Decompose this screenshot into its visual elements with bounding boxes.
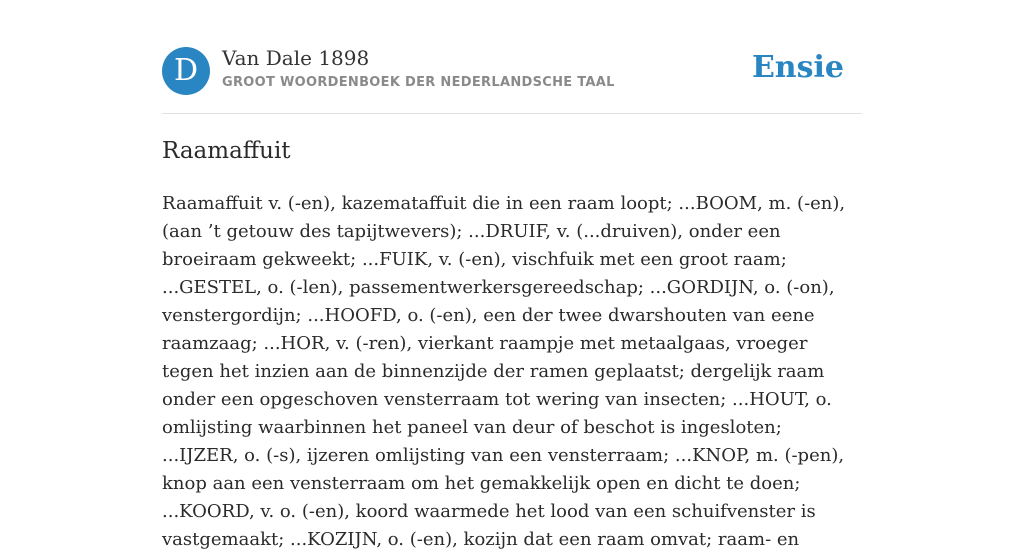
source-subtitle: GROOT WOORDENBOEK DER NEDERLANDSCHE TAAL xyxy=(222,75,615,90)
brand-logo[interactable]: Ensie xyxy=(751,50,844,85)
source-logo[interactable]: D xyxy=(162,47,210,95)
header xyxy=(162,0,862,114)
entry-title: Raamaffuit xyxy=(162,138,291,164)
source-title[interactable]: Van Dale 1898 xyxy=(222,46,370,70)
page xyxy=(162,0,862,550)
entry-body: Raamaffuit v. (-en), kazemataffuit die in een raam loopt; ...BOOM, m. (-en), (aan ’t getouw des tapijtwevers); ...DRUIF, v. (...druiven), onder een broeiraam gekweekt; ...FUIK, v. (-en), vischfuik met een groot raam; ...GESTEL, o. (-len), passementwerkersgereedschap; ...GORDIJN, o. (-on), venstergordijn; ...HOOFD, o. (-en), een der twee dwarshouten van eene raamzaag; ...HOR, v. (-ren), vierkant raampje met metaalgaas, vroeger tegen het inzien aan de binnenzijde der ramen geplaatst; dergelijk raam onder een opgeschoven vensterraam tot wering van insecten; ...HOUT, o. omlijsting waarbinnen het paneel van deur of beschot is ingesloten; ...IJZER, o. (-s), ijzeren omlijsting van een vensterraam; ...KNOP, m. (-pen), knop aan een vensterraam om het gemakkelijk open en dicht te doen; ...KOORD, v. o. (-en), koord waarmede het lood van een schuifvenster is vastgemaakt; ...KOZIJN, o. (-en), kozijn dat een raam omvat; raam- en xyxy=(162,193,846,550)
